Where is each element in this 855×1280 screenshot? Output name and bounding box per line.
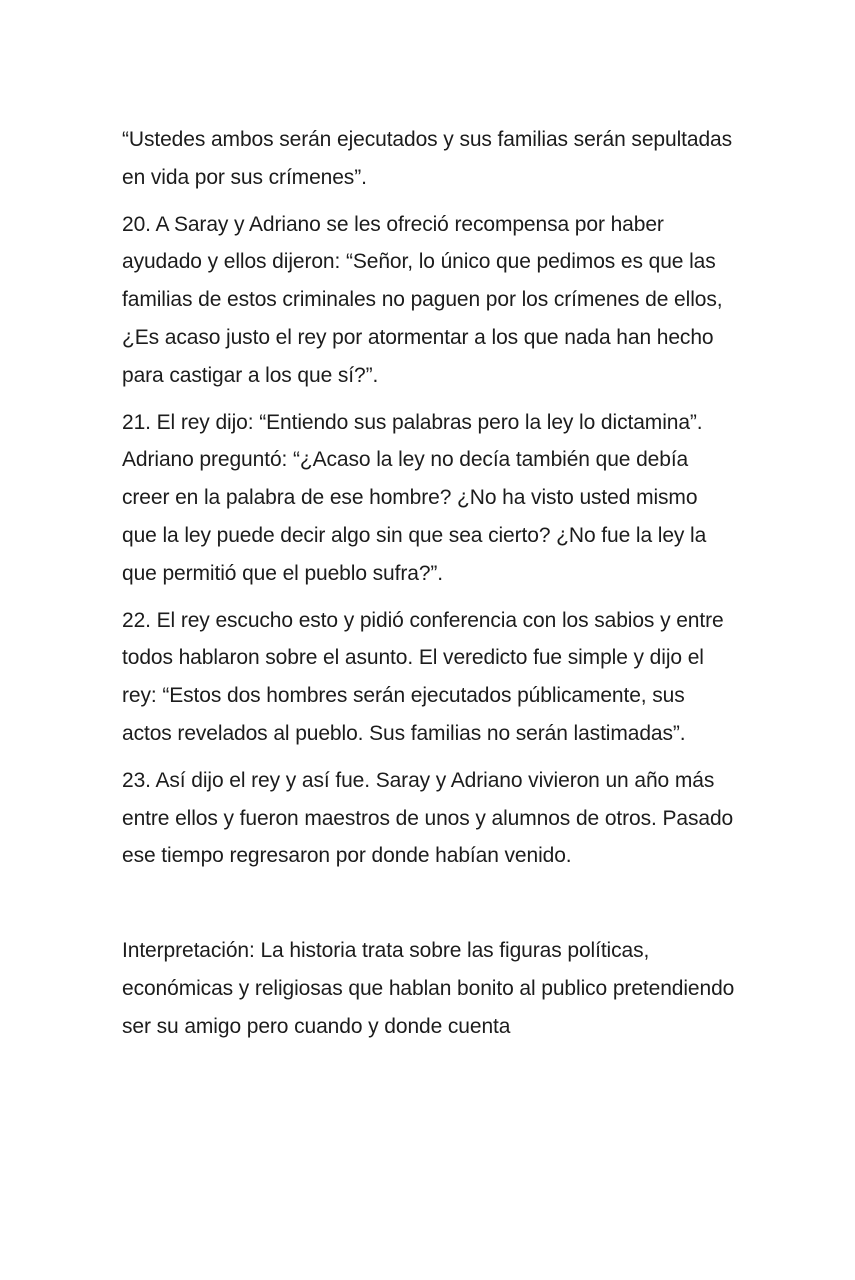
paragraph-22: 22. El rey escucho esto y pidió conferencia con los sabios y entre todos hablaron sobre el asunto. El veredicto fue simple y dijo el rey: “Estos dos hombres serán ejecutados públicamente, sus actos revelados al pueblo. Sus familias no serán lastimadas”.: [122, 608, 724, 745]
section-spacer: [122, 884, 737, 932]
interpretation-paragraph: Interpretación: La historia trata sobre las figuras políticas, económicas y religiosas que hablan bonito al publico pretendiendo ser su amigo pero cuando y donde cuenta: [122, 939, 735, 1038]
paragraph-20: 20. A Saray y Adriano se les ofreció recompensa por haber ayudado y ellos dijeron: “Señor, lo único que pedimos es que las familias de estos criminales no paguen por los crímenes de ellos, ¿Es acaso justo el rey por atormentar a los que nada han hecho para castigar a los que sí?”.: [122, 212, 723, 387]
paragraph-21: 21. El rey dijo: “Entiendo sus palabras pero la ley lo dictamina”. Adriano preguntó: “¿Acaso la ley no decía también que debía creer en la palabra de ese hombre? ¿No ha visto usted mismo que la ley puede decir algo sin que sea cierto? ¿No fue la ley la que permitió que el pueblo sufra?”.: [122, 410, 707, 585]
paragraph-verdict-quote: “Ustedes ambos serán ejecutados y sus familias serán sepultadas en vida por sus crímenes”.: [122, 128, 733, 189]
body-text: [122, 121, 737, 1055]
paragraph-23: 23. Así dijo el rey y así fue. Saray y Adriano vivieron un año más entre ellos y fueron maestros de unos y alumnos de otros. Pasado ese tiempo regresaron por donde habían venido.: [122, 768, 734, 868]
